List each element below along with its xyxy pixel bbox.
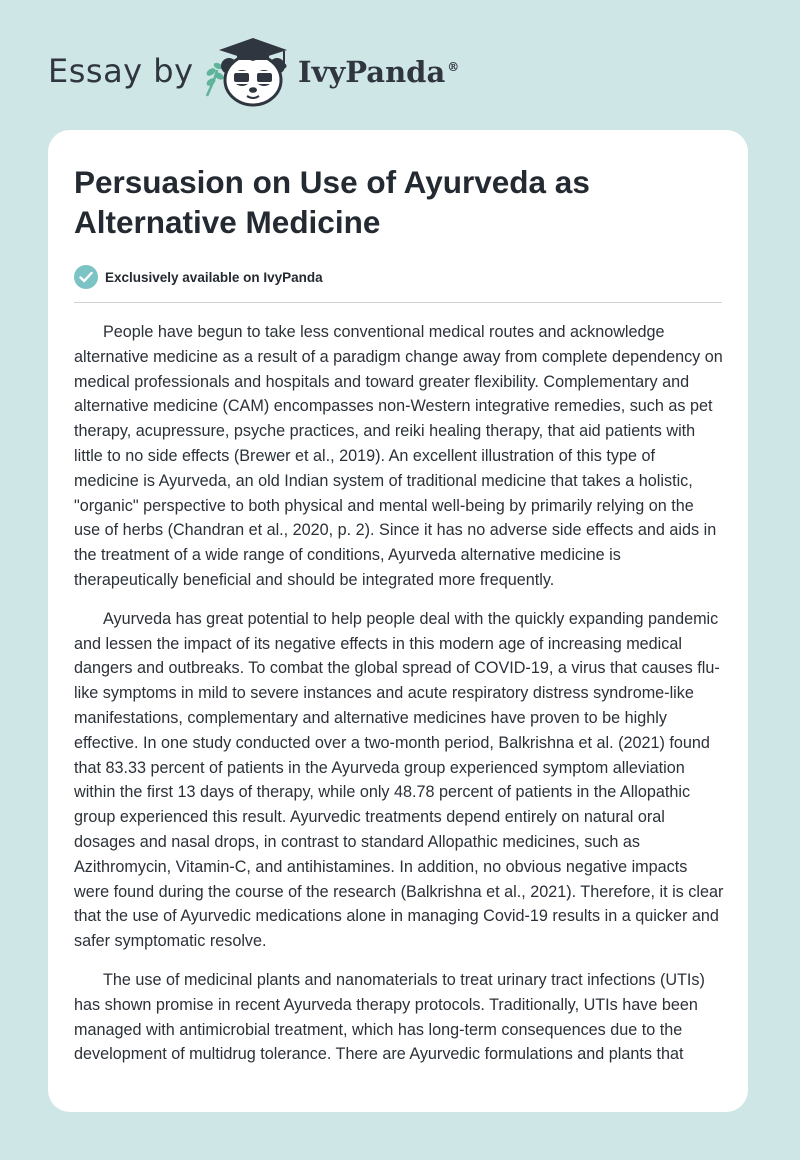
essay-title: Persuasion on Use of Ayurveda as Alternative Medicine: [74, 164, 590, 240]
brand-prefix: Essay by: [48, 52, 194, 90]
registered-mark: ®: [447, 60, 460, 75]
essay-paragraph: People have begun to take less conventional medical routes and acknowledge alternative medicine as a result of a paradigm change away from complete dependency on medical professionals and hospitals and toward greater flexibility. Complementary and alternative medicine (CAM) encompasses non-Western integrative remedies, such as pet therapy, acupressure, psyche practices, and reiki healing therapy, that aid patients with little to no side effects (Brewer et al., 2019). An excellent illustration of this type of medicine is Ayurveda, an old Indian system of traditional medicine that takes a holistic, "organic" perspective to both physical and mental well-being by primarily relying on the use of herbs (Chandran et al., 2020, p. 2). Since it has no adverse side effects and aids in the treatment of a wide range of conditions, Ayurveda alternative medicine is therapeutically beneficial and should be integrated more frequently.: [74, 323, 723, 589]
site-header: [48, 36, 508, 116]
essay-paragraph: The use of medicinal plants and nanomaterials to treat urinary tract infections (UTIs) has shown promise in recent Ayurveda therapy protocols. Traditionally, UTIs have been managed with antimicrobial treatment, which has long-term consequences due to the development of multidrug tolerance. There are Ayurvedic formulations and plants that: [74, 970, 705, 1064]
essay-paragraph: Ayurveda has great potential to help people deal with the quickly expanding pandemic and lessen the impact of its negative effects in this modern age of increasing medical dangers and outbreaks. To combat the global spread of COVID-19, a virus that causes flu-like symptoms in mild to severe instances and acute respiratory distress syndrome-like manifestations, complementary and alternative medicines have proven to be highly effective. In one study conducted over a two-month period, Balkrishna et al. (2021) found that 83.33 percent of patients in the Ayurveda group experienced symptom alleviation within the first 13 days of therapy, while only 48.78 percent of patients in the Allopathic group experienced this result. Ayurvedic treatments depend entirely on natural oral dosages and nasal drops, in contrast to standard Allopathic medicines, such as Azithromycin, Vitamin-C, and antihistamines. In addition, no obvious negative impacts were found during the course of the research (Balkrishna et al., 2021). Therefore, it is clear that the use of Ayurvedic medications alone in managing Covid-19 results in a quicker and safer symptomatic resolve.: [74, 609, 724, 951]
essay-body: [74, 320, 724, 1081]
brand-name[interactable]: [298, 55, 459, 89]
exclusive-badge-label: Exclusively available on IvyPanda: [105, 269, 323, 285]
essay-card: [48, 130, 748, 1112]
brand-name-text: IvyPanda: [298, 55, 446, 89]
panda-logo-icon[interactable]: [201, 36, 297, 108]
exclusive-badge: [74, 264, 323, 290]
check-circle-icon: [74, 265, 98, 289]
divider: [74, 302, 722, 303]
